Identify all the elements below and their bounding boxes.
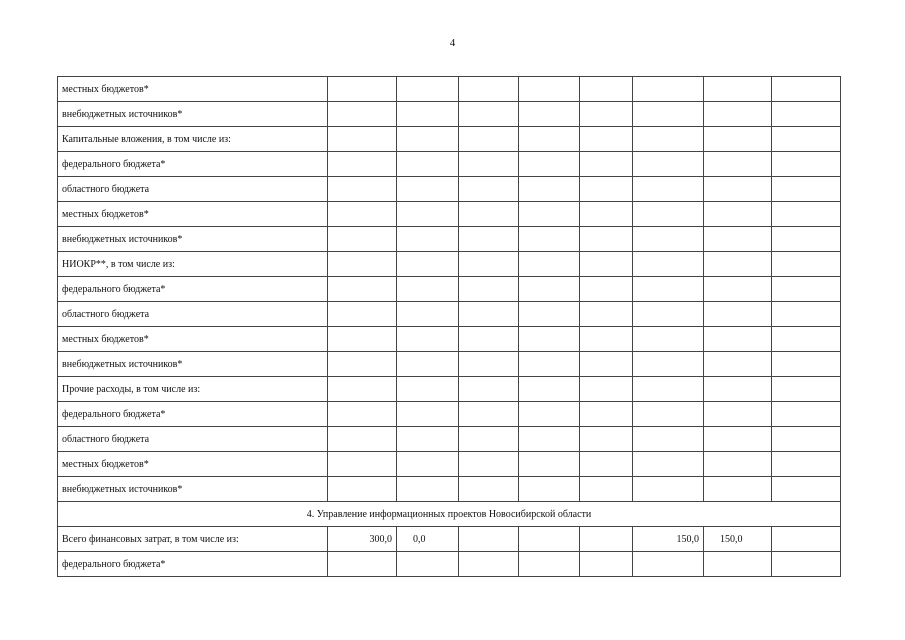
value-cell — [397, 552, 459, 577]
table-body — [58, 77, 841, 577]
row-label: местных бюджетов* — [58, 327, 328, 352]
table-row — [58, 377, 841, 402]
section-heading: 4. Управление информационных проектов Новосибирской области — [58, 502, 841, 527]
value-cell — [328, 352, 397, 377]
value-cell — [580, 252, 633, 277]
value-cell — [397, 277, 459, 302]
page-number: 4 — [449, 37, 456, 49]
value-cell — [633, 327, 704, 352]
table-row — [58, 302, 841, 327]
value-cell — [580, 202, 633, 227]
table-row — [58, 277, 841, 302]
value-cell: 300,0 — [328, 527, 397, 552]
value-cell — [459, 277, 519, 302]
value-cell — [772, 277, 841, 302]
value-cell — [772, 252, 841, 277]
row-label: Прочие расходы, в том числе из: — [58, 377, 328, 402]
value-cell — [580, 77, 633, 102]
value-cell — [704, 177, 772, 202]
row-label: областного бюджета — [58, 177, 328, 202]
table-row — [58, 252, 841, 277]
value-cell — [519, 377, 580, 402]
value-cell — [459, 352, 519, 377]
value-cell — [328, 102, 397, 127]
value-cell — [397, 127, 459, 152]
value-cell — [459, 77, 519, 102]
value-cell — [328, 77, 397, 102]
value-cell — [459, 377, 519, 402]
value-cell — [772, 227, 841, 252]
table-row — [58, 327, 841, 352]
value-cell — [519, 152, 580, 177]
value-cell — [772, 352, 841, 377]
value-cell — [459, 102, 519, 127]
value-cell — [633, 377, 704, 402]
value-cell — [633, 452, 704, 477]
value-cell — [397, 77, 459, 102]
value-cell — [580, 352, 633, 377]
value-cell — [772, 102, 841, 127]
value-cell — [772, 127, 841, 152]
value-cell — [397, 477, 459, 502]
value-cell — [704, 377, 772, 402]
value-cell — [519, 202, 580, 227]
value-cell — [328, 302, 397, 327]
value-cell — [328, 452, 397, 477]
value-cell — [519, 402, 580, 427]
value-cell — [633, 352, 704, 377]
table-row — [58, 227, 841, 252]
value-cell — [772, 552, 841, 577]
value-cell — [772, 402, 841, 427]
value-cell — [328, 152, 397, 177]
value-cell — [328, 252, 397, 277]
value-cell: 150,0 — [704, 527, 772, 552]
row-label: внебюджетных источников* — [58, 102, 328, 127]
financing-table — [57, 76, 841, 577]
value-cell — [459, 177, 519, 202]
value-cell — [328, 377, 397, 402]
value-cell — [328, 127, 397, 152]
value-cell — [580, 377, 633, 402]
value-cell — [459, 327, 519, 352]
row-label: федерального бюджета* — [58, 277, 328, 302]
table-row — [58, 477, 841, 502]
value-cell — [519, 102, 580, 127]
value-cell — [519, 227, 580, 252]
row-label: федерального бюджета* — [58, 152, 328, 177]
value-cell — [519, 77, 580, 102]
row-label: внебюджетных источников* — [58, 227, 328, 252]
value-cell — [704, 402, 772, 427]
value-cell — [633, 152, 704, 177]
value-cell — [633, 102, 704, 127]
value-cell — [519, 177, 580, 202]
value-cell — [633, 302, 704, 327]
value-cell — [704, 77, 772, 102]
table-row — [58, 127, 841, 152]
value-cell — [397, 377, 459, 402]
value-cell — [519, 327, 580, 352]
value-cell — [580, 102, 633, 127]
value-cell — [397, 227, 459, 252]
value-cell — [459, 552, 519, 577]
value-cell — [519, 127, 580, 152]
value-cell — [328, 227, 397, 252]
value-cell — [519, 427, 580, 452]
value-cell — [633, 477, 704, 502]
row-label: внебюджетных источников* — [58, 477, 328, 502]
table-row — [58, 352, 841, 377]
value-cell — [397, 427, 459, 452]
value-cell — [580, 452, 633, 477]
value-cell — [328, 277, 397, 302]
table-row — [58, 527, 841, 552]
value-cell — [519, 352, 580, 377]
value-cell — [328, 402, 397, 427]
value-cell — [633, 427, 704, 452]
value-cell — [459, 252, 519, 277]
row-label: областного бюджета — [58, 302, 328, 327]
value-cell — [772, 177, 841, 202]
value-cell — [580, 527, 633, 552]
value-cell: 0,0 — [397, 527, 459, 552]
value-cell — [704, 427, 772, 452]
row-label: местных бюджетов* — [58, 452, 328, 477]
row-label: областного бюджета — [58, 427, 328, 452]
value-cell — [328, 427, 397, 452]
value-cell — [772, 152, 841, 177]
table-row — [58, 427, 841, 452]
table-row — [58, 102, 841, 127]
value-cell — [519, 527, 580, 552]
value-cell — [772, 377, 841, 402]
value-cell — [459, 402, 519, 427]
value-cell — [772, 302, 841, 327]
value-cell — [397, 177, 459, 202]
value-cell — [459, 452, 519, 477]
value-cell — [633, 402, 704, 427]
value-cell — [519, 277, 580, 302]
value-cell — [633, 177, 704, 202]
value-cell — [328, 552, 397, 577]
value-cell — [580, 227, 633, 252]
value-cell — [397, 352, 459, 377]
table-row — [58, 202, 841, 227]
value-cell — [704, 477, 772, 502]
value-cell — [459, 527, 519, 552]
value-cell — [519, 452, 580, 477]
value-cell — [397, 302, 459, 327]
value-cell — [397, 327, 459, 352]
value-cell — [633, 127, 704, 152]
table-row — [58, 177, 841, 202]
value-cell — [459, 302, 519, 327]
value-cell — [328, 202, 397, 227]
row-label: Всего финансовых затрат, в том числе из: — [58, 527, 328, 552]
row-label: местных бюджетов* — [58, 77, 328, 102]
section-row — [58, 502, 841, 527]
value-cell — [459, 202, 519, 227]
value-cell — [772, 452, 841, 477]
value-cell — [704, 277, 772, 302]
value-cell — [397, 152, 459, 177]
value-cell — [704, 102, 772, 127]
value-cell — [459, 152, 519, 177]
value-cell — [704, 327, 772, 352]
value-cell — [633, 252, 704, 277]
value-cell — [772, 527, 841, 552]
value-cell — [772, 327, 841, 352]
row-label: федерального бюджета* — [58, 552, 328, 577]
value-cell — [580, 302, 633, 327]
value-cell — [459, 477, 519, 502]
value-cell — [328, 177, 397, 202]
value-cell — [704, 452, 772, 477]
value-cell — [704, 302, 772, 327]
row-label: местных бюджетов* — [58, 202, 328, 227]
value-cell — [580, 152, 633, 177]
table-row — [58, 77, 841, 102]
value-cell — [397, 202, 459, 227]
row-label: внебюджетных источников* — [58, 352, 328, 377]
value-cell — [704, 127, 772, 152]
value-cell — [633, 227, 704, 252]
value-cell — [519, 552, 580, 577]
value-cell — [397, 102, 459, 127]
table-row — [58, 402, 841, 427]
table-row — [58, 452, 841, 477]
table-row — [58, 152, 841, 177]
value-cell — [328, 477, 397, 502]
value-cell — [519, 477, 580, 502]
value-cell — [580, 552, 633, 577]
value-cell — [519, 252, 580, 277]
value-cell: 150,0 — [633, 527, 704, 552]
value-cell — [772, 77, 841, 102]
value-cell — [459, 427, 519, 452]
value-cell — [704, 227, 772, 252]
value-cell — [633, 202, 704, 227]
value-cell — [580, 127, 633, 152]
value-cell — [704, 552, 772, 577]
value-cell — [580, 402, 633, 427]
value-cell — [397, 252, 459, 277]
value-cell — [704, 352, 772, 377]
row-label: Капитальные вложения, в том числе из: — [58, 127, 328, 152]
value-cell — [397, 402, 459, 427]
value-cell — [580, 277, 633, 302]
value-cell — [519, 302, 580, 327]
table-row — [58, 552, 841, 577]
value-cell — [580, 477, 633, 502]
value-cell — [704, 202, 772, 227]
value-cell — [704, 252, 772, 277]
value-cell — [633, 277, 704, 302]
value-cell — [328, 327, 397, 352]
value-cell — [397, 452, 459, 477]
value-cell — [459, 127, 519, 152]
value-cell — [772, 427, 841, 452]
value-cell — [459, 227, 519, 252]
value-cell — [633, 77, 704, 102]
value-cell — [580, 427, 633, 452]
value-cell — [580, 327, 633, 352]
value-cell — [772, 477, 841, 502]
value-cell — [580, 177, 633, 202]
value-cell — [704, 152, 772, 177]
row-label: федерального бюджета* — [58, 402, 328, 427]
row-label: НИОКР**, в том числе из: — [58, 252, 328, 277]
value-cell — [633, 552, 704, 577]
value-cell — [772, 202, 841, 227]
